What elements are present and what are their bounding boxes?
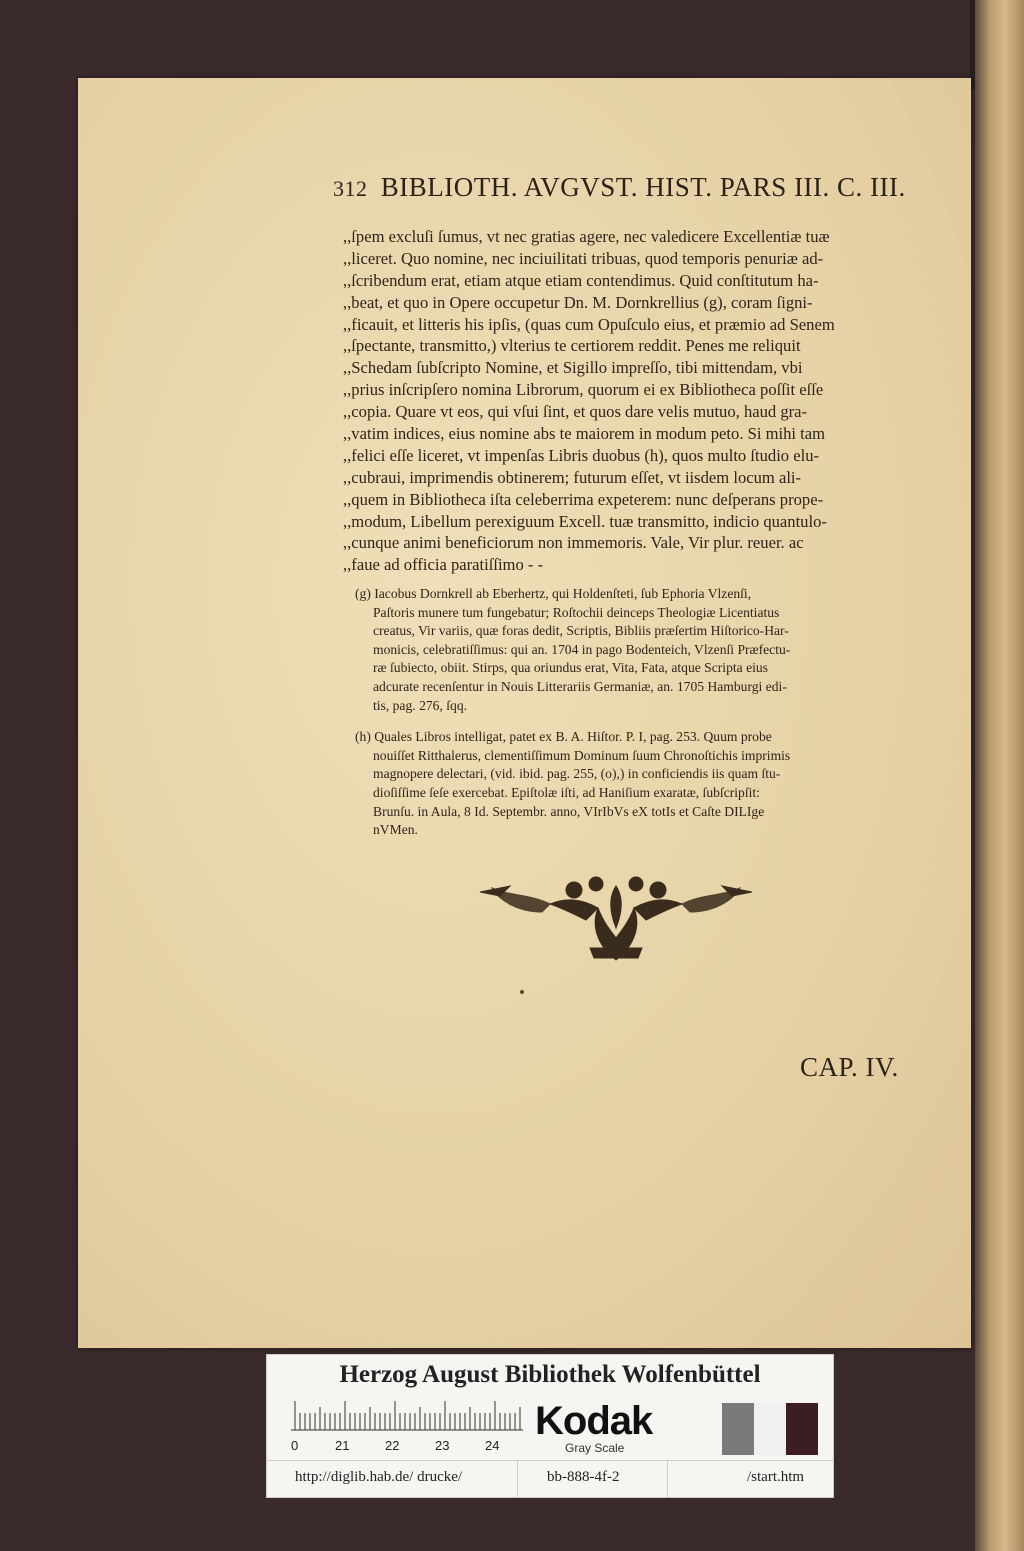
ruler-number: 21 xyxy=(335,1438,350,1453)
label-divider xyxy=(267,1460,833,1461)
text-line: ,,ſpectante, transmitto,) vlterius te certiorem reddit. Penes me reliquit xyxy=(343,336,801,356)
footnote-h xyxy=(355,728,907,840)
footnote-line: Paſtoris munere tum fungebatur; Roſtochii deinceps Theologiæ Licentiatus xyxy=(373,604,780,620)
text-line: ,,quem in Bibliotheca iſta celeberrima expeterem: nunc deſperans prope- xyxy=(343,489,824,509)
gray-scale-swatches xyxy=(722,1403,818,1455)
text-line: ,,ficauit, et litteris his ipſis, (quas cum Opuſculo eius, et præmio ad Senem xyxy=(343,314,835,334)
footnote-line: dioſiſſime ſeſe exercebat. Epiſtolæ iſti, ad Haniſium exaratæ, ſubſcripſit: xyxy=(373,784,760,800)
ruler-icon xyxy=(291,1401,523,1431)
running-title: BIBLIOTH. AVGVST. HIST. PARS III. C. III. xyxy=(380,172,906,202)
text-line: ,,felici eſſe liceret, vt impenſas Libris duobus (h), quos multo ſtudio elu- xyxy=(343,445,820,465)
text-line: ,,ſpem excluſi ſumus, vt nec gratias agere, nec valedicere Excellentiæ tuæ xyxy=(343,227,830,246)
footnote-line: nVMen. xyxy=(373,822,418,838)
running-head xyxy=(333,172,906,212)
text-line: ,,liceret. Quo nomine, nec inciuilitati tribuas, quod temporis penuriæ ad- xyxy=(343,248,824,268)
swatch-mid-gray xyxy=(722,1403,754,1455)
text-line: ,,prius inſcripſero nomina Librorum, quorum ei ex Bibliotheca poſſit eſſe xyxy=(343,380,824,400)
ruler-number: 24 xyxy=(485,1438,500,1453)
kodak-logo: Kodak xyxy=(535,1399,653,1443)
footnote-line: ræ ſubiecto, obiit. Stirps, qua oriundus erat, Vita, Fata, atque Scripta eius xyxy=(373,660,768,676)
library-scan-label xyxy=(266,1354,834,1498)
footnote-line: creatus, Vir variis, quæ foras dedit, Scriptis, Bibliis præſertim Hiſtorico-Har- xyxy=(373,623,789,639)
footnote-line: (h) Quales Libros intelligat, patet ex B. A. Hiſtor. P. I, pag. 253. Quum probe xyxy=(355,729,772,745)
footnote-line: magnopere delectari, (vid. ibid. pag. 255, (o),) in conficiendis iis quam ſtu- xyxy=(373,766,781,782)
footnote-line: Brunſu. in Aula, 8 Id. Septembr. anno, VIrIbVs eX totIs et Caſte DILIge xyxy=(373,803,765,819)
text-line: ,,Schedam ſubſcripto Nomine, et Sigillo impreſſo, tibi mittendam, vbi xyxy=(343,358,803,378)
footnote-line: (g) Iacobus Dornkrell ab Eberhertz, qui Holdenſteti, ſub Ephoria Vlzenſi, xyxy=(355,586,752,601)
text-line: ,,faue ad officia paratiſſimo - - xyxy=(343,555,544,575)
shelfmark-code: bb-888-4f-2 xyxy=(547,1469,620,1485)
label-separator xyxy=(667,1460,668,1497)
text-line: ,,vatim indices, eius nomine abs te maiorem in modum peto. Si mihi tam xyxy=(343,424,826,444)
library-name: Herzog August Bibliothek Wolfenbüttel xyxy=(339,1361,761,1388)
floral-ornament-icon xyxy=(470,868,762,968)
text-line: ,,cunque animi beneficiorum non immemoris. Vale, Vir plur. reuer. ac xyxy=(343,533,804,553)
footnote-line: nouiſſet Ritthalerus, clementiſſimum Dominum ſuum Chronoſtichis imprimis xyxy=(373,747,791,763)
text-line: ,,cubraui, imprimendis obtinerem; futurum eſſet, vt iisdem locum ali- xyxy=(343,467,802,487)
swatch-dark xyxy=(786,1403,818,1455)
gray-scale-caption: Gray Scale xyxy=(565,1441,625,1455)
swatch-white xyxy=(754,1403,786,1455)
label-separator xyxy=(517,1460,518,1497)
footnote-line: adcurate recenſentur in Nouis Litterariis Germaniæ, an. 1705 Hamburgi edi- xyxy=(373,678,787,694)
text-line: ,,modum, Libellum perexiguum Excell. tuæ transmitto, indicio quantulo- xyxy=(343,511,827,531)
adjacent-page-edge xyxy=(975,0,1024,1551)
catchword: CAP. IV. xyxy=(800,1052,899,1082)
footnote-g xyxy=(355,585,907,715)
footnotes xyxy=(355,585,907,853)
ruler-numbers xyxy=(287,1438,527,1456)
text-line: ,,ſcribendum erat, etiam atque etiam contendimus. Quid conſtitutum ha- xyxy=(343,270,819,290)
page-number: 312 xyxy=(333,176,368,201)
start-path: /start.htm xyxy=(747,1469,805,1485)
text-line: ,,beat, et quo in Opere occupetur Dn. M. Dornkrellius (g), coram ſigni- xyxy=(343,292,813,312)
letter-text xyxy=(343,226,905,576)
ink-speck xyxy=(520,990,524,994)
source-url: http://diglib.hab.de/ drucke/ xyxy=(295,1469,463,1485)
footnote-line: monicis, celebratiſſimus: qui an. 1704 in pago Bodenteich, Vlzenſi Præfectu- xyxy=(373,641,791,657)
text-line: ,,copia. Quare vt eos, qui vſui ſint, et quos dare velis mutuo, haud gra- xyxy=(343,402,808,422)
ruler-number: 22 xyxy=(385,1438,400,1453)
footnote-line: tis, pag. 276, ſqq. xyxy=(373,697,468,713)
ruler-number: 0 xyxy=(291,1438,299,1453)
ruler-number: 23 xyxy=(435,1438,450,1453)
